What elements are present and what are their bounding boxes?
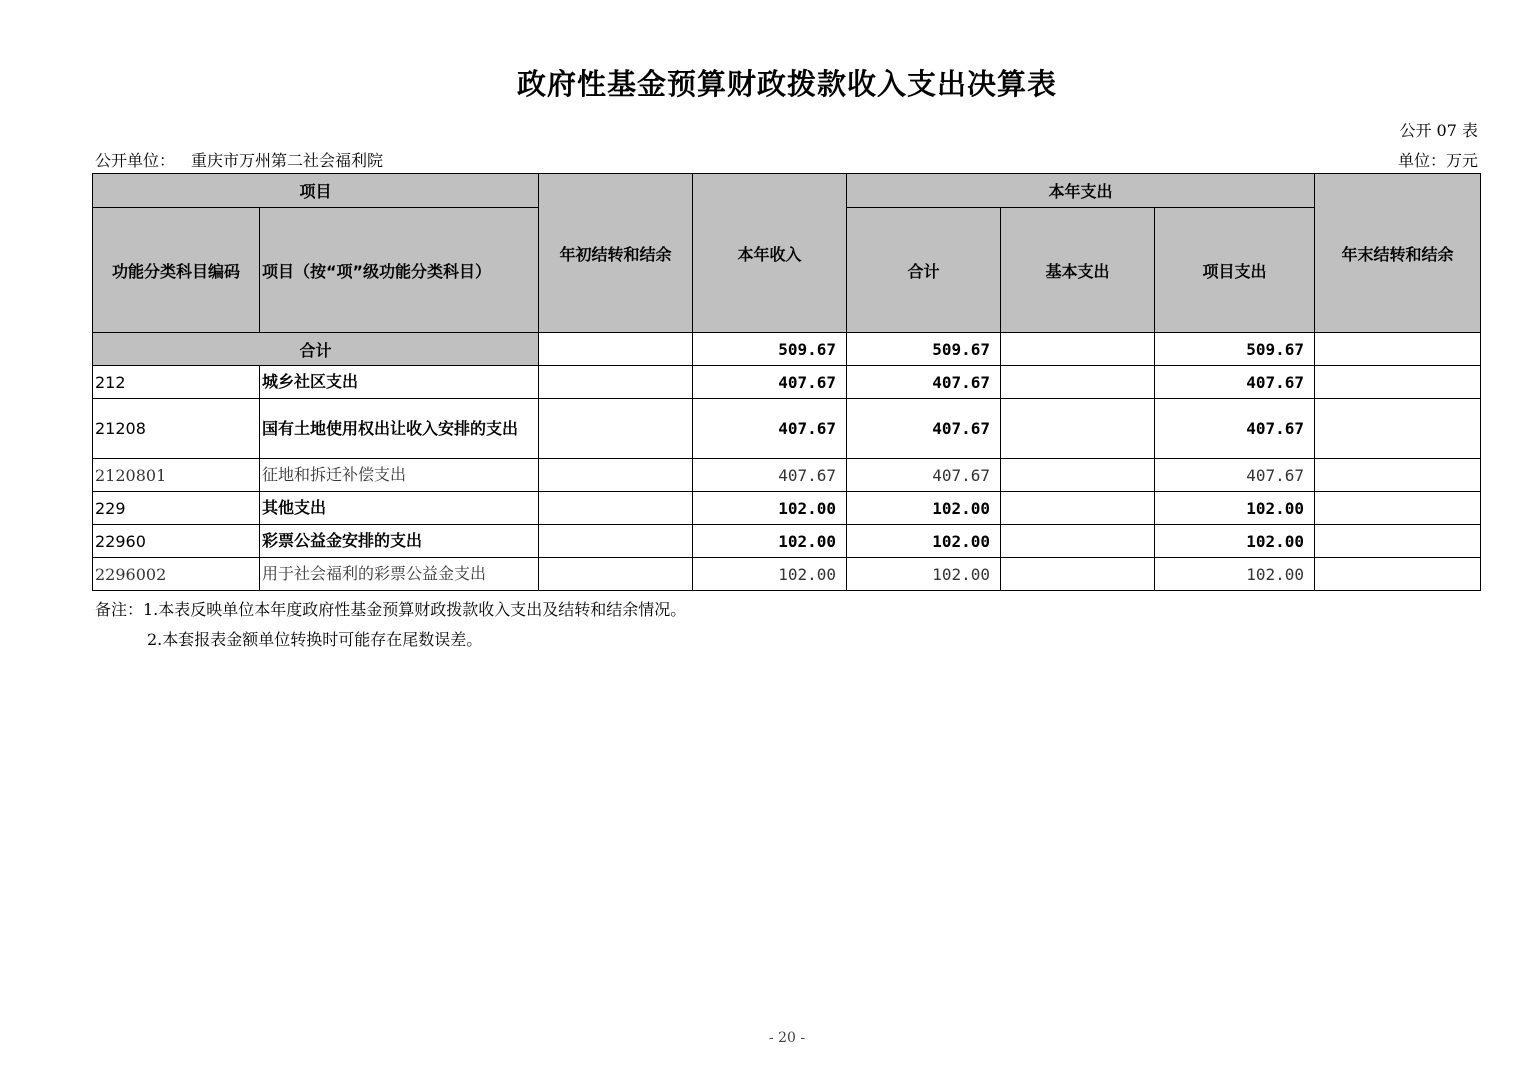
total-income: 509.67 <box>693 333 847 366</box>
reporting-unit <box>95 148 383 171</box>
row-expense-total: 102.00 <box>847 525 1001 558</box>
header-basic-expense: 基本支出 <box>1001 208 1155 333</box>
row-expense-total: 102.00 <box>847 492 1001 525</box>
total-project-expense: 509.67 <box>1155 333 1315 366</box>
row-income: 102.00 <box>693 525 847 558</box>
row-basic-expense <box>1001 558 1155 591</box>
row-project-expense: 102.00 <box>1155 492 1315 525</box>
row-project-expense: 407.67 <box>1155 399 1315 459</box>
row-income: 102.00 <box>693 558 847 591</box>
currency-unit: 单位：万元 <box>1397 151 1478 170</box>
row-closing-balance <box>1315 459 1481 492</box>
header-item-group: 项目 <box>93 174 539 208</box>
table-row <box>93 459 1481 492</box>
row-closing-balance <box>1315 492 1481 525</box>
row-expense-total: 407.67 <box>847 399 1001 459</box>
header-opening-balance: 年初结转和结余 <box>539 174 693 333</box>
row-opening-balance <box>539 492 693 525</box>
row-project-expense: 102.00 <box>1155 525 1315 558</box>
form-number: 公开 07 表 <box>1399 121 1478 140</box>
row-code: 21208 <box>93 399 260 459</box>
row-item-name: 彩票公益金安排的支出 <box>260 525 539 558</box>
row-opening-balance <box>539 399 693 459</box>
row-item-name: 城乡社区支出 <box>260 366 539 399</box>
row-code: 212 <box>93 366 260 399</box>
header-expense-group: 本年支出 <box>847 174 1315 208</box>
row-project-expense: 407.67 <box>1155 459 1315 492</box>
row-item-name: 用于社会福利的彩票公益金支出 <box>260 558 539 591</box>
reporting-unit-name: 重庆市万州第二社会福利院 <box>191 151 384 170</box>
note-2: 2.本套报表金额单位转换时可能存在尾数误差。 <box>147 630 483 649</box>
table-row <box>93 558 1481 591</box>
notes <box>95 595 686 655</box>
total-opening-balance <box>539 333 693 366</box>
table-row <box>93 492 1481 525</box>
header-closing-balance: 年末结转和结余 <box>1315 174 1481 333</box>
table-row <box>93 525 1481 558</box>
total-basic-expense <box>1001 333 1155 366</box>
header-income: 本年收入 <box>693 174 847 333</box>
row-basic-expense <box>1001 525 1155 558</box>
table-row <box>93 366 1481 399</box>
row-expense-total: 407.67 <box>847 459 1001 492</box>
row-opening-balance <box>539 558 693 591</box>
row-basic-expense <box>1001 366 1155 399</box>
row-closing-balance <box>1315 525 1481 558</box>
row-expense-total: 102.00 <box>847 558 1001 591</box>
fund-budget-table <box>92 173 1481 591</box>
row-income: 407.67 <box>693 366 847 399</box>
row-project-expense: 102.00 <box>1155 558 1315 591</box>
table-row <box>93 399 1481 459</box>
row-closing-balance <box>1315 366 1481 399</box>
header-expense-total: 合计 <box>847 208 1001 333</box>
row-income: 407.67 <box>693 459 847 492</box>
total-label: 合计 <box>93 333 539 366</box>
row-code: 22960 <box>93 525 260 558</box>
note-1: 备注：1.本表反映单位本年度政府性基金预算财政拨款收入支出及结转和结余情况。 <box>95 600 687 619</box>
header-project-expense: 项目支出 <box>1155 208 1315 333</box>
reporting-unit-label: 公开单位： <box>95 151 176 170</box>
row-opening-balance <box>539 366 693 399</box>
row-basic-expense <box>1001 459 1155 492</box>
row-code: 2120801 <box>93 459 260 492</box>
header-code: 功能分类科目编码 <box>93 208 260 333</box>
row-code: 229 <box>93 492 260 525</box>
row-item-name: 征地和拆迁补偿支出 <box>260 459 539 492</box>
report-title: 政府性基金预算财政拨款收入支出决算表 <box>516 67 1057 101</box>
row-item-name: 其他支出 <box>260 492 539 525</box>
row-project-expense: 407.67 <box>1155 366 1315 399</box>
row-income: 407.67 <box>693 399 847 459</box>
total-expense-total: 509.67 <box>847 333 1001 366</box>
row-basic-expense <box>1001 399 1155 459</box>
row-basic-expense <box>1001 492 1155 525</box>
row-item-name: 国有土地使用权出让收入安排的支出 <box>260 399 539 459</box>
row-expense-total: 407.67 <box>847 366 1001 399</box>
row-code: 2296002 <box>93 558 260 591</box>
total-row <box>93 333 1481 366</box>
header-item-name: 项目（按“项”级功能分类科目） <box>260 208 539 333</box>
page-number: - 20 - <box>768 1030 806 1046</box>
row-opening-balance <box>539 459 693 492</box>
row-closing-balance <box>1315 558 1481 591</box>
row-income: 102.00 <box>693 492 847 525</box>
row-closing-balance <box>1315 399 1481 459</box>
total-closing-balance <box>1315 333 1481 366</box>
row-opening-balance <box>539 525 693 558</box>
header-row-1 <box>93 174 1481 208</box>
